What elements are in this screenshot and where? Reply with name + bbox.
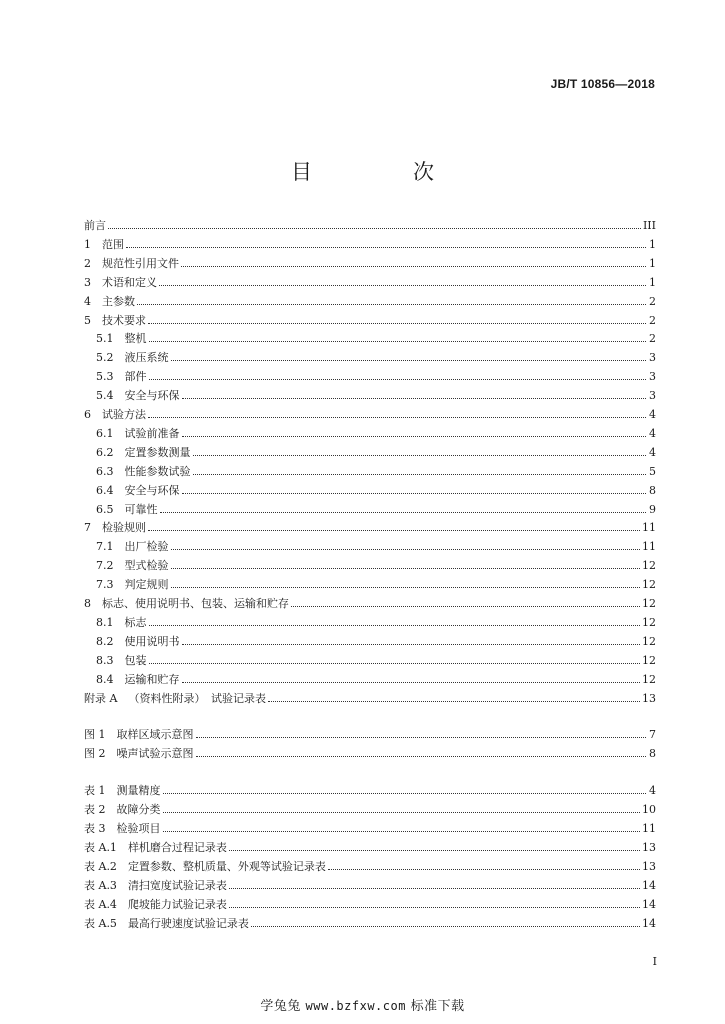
toc-entry-page: 12	[642, 597, 656, 610]
toc-entry[interactable]	[84, 836, 656, 854]
toc-entry-number: 表 A.5	[84, 916, 128, 930]
toc-entry-number: 表 3	[84, 822, 117, 835]
toc-entry-label: 最高行驶速度试验记录表	[127, 916, 249, 930]
toc-entry-page: 12	[642, 634, 656, 648]
toc-entry-page: 4	[649, 426, 656, 440]
toc-leader-dots	[182, 681, 641, 683]
toc-entry-label: 检验规则	[102, 521, 146, 535]
toc-leader-dots	[182, 492, 647, 494]
toc-entry-page: 11	[642, 540, 656, 554]
toc-entry-label: 判定规则	[124, 578, 169, 592]
toc-entry[interactable]	[84, 403, 656, 421]
toc-entry-label: 标志	[124, 615, 147, 629]
toc-entry-number: 8.1	[96, 615, 125, 629]
toc-entry[interactable]	[84, 592, 656, 610]
toc-leader-dots	[182, 397, 647, 399]
toc-entry-label: 清扫宽度试验记录表	[127, 878, 227, 892]
toc-entry-label: 主参数	[102, 294, 135, 308]
toc-leader-dots	[171, 359, 647, 361]
toc-entry-label: 性能参数试验	[124, 464, 191, 478]
toc-entry-number: 表 A.4	[84, 897, 128, 911]
toc-entry-page: 12	[642, 559, 656, 573]
toc-entry-number: 5.1	[96, 332, 125, 346]
toc-entry-label: 液压系统	[124, 351, 169, 365]
toc-entry-number: 1	[84, 237, 102, 251]
toc-entry-label: 取样区域示意图	[116, 728, 194, 742]
toc-entry-number: 8	[84, 597, 102, 610]
toc-entry-page: 2	[649, 313, 656, 327]
toc-leader-dots	[163, 792, 647, 794]
toc-entry-page: 13	[642, 691, 656, 705]
toc-entry-label: 定置参数、整机质量、外观等试验记录表	[127, 859, 326, 873]
toc-entry[interactable]	[96, 327, 656, 345]
toc-entry-number: 7.2	[96, 559, 125, 573]
toc-entry-label: 定置参数测量	[124, 445, 191, 459]
toc-entry[interactable]	[84, 723, 656, 741]
toc-entry-number: 7.1	[96, 540, 125, 554]
toc-leader-dots	[159, 284, 646, 286]
toc-entry-label: 规范性引用文件	[102, 256, 179, 270]
toc-entry[interactable]	[84, 214, 656, 232]
toc-leader-dots	[148, 322, 646, 324]
toc-entry-number: 表 2	[84, 803, 117, 817]
toc-leader-dots	[126, 246, 646, 248]
toc-entry-number: 5.3	[96, 370, 125, 384]
toc-entry-page: 14	[642, 878, 656, 892]
toc-entry-page: 13	[642, 859, 656, 873]
toc-entry-page: 14	[642, 897, 656, 911]
toc-entry-page: 3	[649, 389, 656, 403]
toc-entry-label: 安全与环保	[124, 483, 180, 497]
toc-entry[interactable]	[84, 516, 656, 534]
toc-leader-dots	[196, 755, 647, 757]
toc-entry-label: 测量精度	[116, 784, 161, 798]
toc-leader-dots	[229, 887, 640, 889]
toc-entry-number: 6.1	[96, 426, 125, 440]
toc-entry-label: 故障分类	[116, 803, 161, 817]
toc-leader-dots	[182, 643, 641, 645]
toc-entry-label: 出厂检验	[124, 540, 169, 554]
toc-entry[interactable]	[96, 460, 656, 478]
toc-entry[interactable]	[84, 233, 656, 251]
toc-leader-dots	[148, 416, 646, 418]
toc-entry-page: 11	[642, 521, 656, 535]
toc-entry-page: 7	[649, 728, 656, 742]
toc-entry-label: 整机	[124, 332, 147, 346]
footer-watermark	[0, 995, 725, 1014]
toc-entry-label: 试验前准备	[124, 426, 180, 440]
toc-entry-page: 2	[649, 294, 656, 308]
toc-entry[interactable]	[96, 611, 656, 629]
toc-entry-page: 11	[642, 822, 656, 835]
toc-entry[interactable]	[84, 893, 656, 911]
toc-entry-page: 2	[649, 332, 656, 346]
toc-leader-dots	[163, 811, 641, 813]
toc-entry-page: 5	[649, 464, 656, 478]
toc-entry-label: 术语和定义	[102, 275, 157, 289]
toc-entry[interactable]	[96, 573, 656, 591]
toc-leader-dots	[171, 586, 641, 588]
toc-entry-number: 7.3	[96, 578, 125, 592]
toc-entry[interactable]	[84, 817, 656, 835]
toc-entry[interactable]	[84, 271, 656, 289]
toc-entry[interactable]	[96, 479, 656, 497]
toc-entry-page: 4	[649, 408, 656, 421]
toc-entry-label: 包装	[124, 653, 147, 667]
toc-entry-page: 14	[642, 916, 656, 930]
footer-slogan: 标准下载	[410, 999, 465, 1014]
toc-entry[interactable]	[96, 346, 656, 364]
toc-entry-label: 型式检验	[124, 559, 169, 573]
toc-entry-number: 5.2	[96, 351, 125, 365]
toc-entry-number: 表 1	[84, 784, 117, 798]
toc-entry-label: 安全与环保	[124, 389, 180, 403]
toc-entry-number: 6	[84, 408, 102, 421]
toc-entry-page: 12	[642, 672, 656, 686]
toc-entry[interactable]	[96, 365, 656, 383]
toc-entry-page: 4	[649, 445, 656, 459]
toc-entry-label: 爬坡能力试验记录表	[127, 897, 227, 911]
toc-entry-page: 12	[642, 653, 656, 667]
toc-entry-number: 图 1	[84, 728, 117, 742]
toc-entry-number: 3	[84, 275, 102, 289]
toc-leader-dots	[171, 548, 641, 550]
toc-entry-label: 标志、使用说明书、包装、运输和贮存	[102, 597, 289, 610]
toc-leader-dots	[193, 473, 647, 475]
toc-leader-dots	[196, 736, 647, 738]
toc-entry-number: 表 A.3	[84, 878, 128, 892]
toc-entry-label: 前言	[84, 219, 106, 232]
toc-entry-page: 1	[649, 237, 656, 251]
toc-entry[interactable]	[84, 874, 656, 892]
toc-entry-page: 1	[649, 275, 656, 289]
toc-entry-number: 8.3	[96, 653, 125, 667]
toc-entry-label: 样机磨合过程记录表	[127, 840, 227, 854]
toc-entry[interactable]	[96, 668, 656, 686]
toc-leader-dots	[171, 567, 641, 569]
toc-entry-number: 6.5	[96, 502, 125, 516]
toc-leader-dots	[229, 849, 640, 851]
toc-entry-number: 7	[84, 521, 102, 535]
toc-entry-page: 8	[649, 483, 656, 497]
toc-leader-dots	[193, 454, 647, 456]
page-number: I	[652, 955, 657, 968]
toc-entry-page: III	[642, 219, 656, 232]
toc-leader-dots	[149, 340, 647, 342]
toc-entry[interactable]	[84, 798, 656, 816]
toc-entry[interactable]	[84, 252, 656, 270]
toc-entry-page: 3	[649, 370, 656, 384]
toc-entry-number: 2	[84, 256, 102, 270]
toc-entry-number: 6.3	[96, 464, 125, 478]
toc-entry[interactable]	[84, 309, 656, 327]
toc-entry-page: 12	[642, 578, 656, 592]
toc-leader-dots	[149, 662, 641, 664]
toc-entry-number: 6.2	[96, 445, 125, 459]
toc-entry[interactable]	[96, 554, 656, 572]
toc-entry-page: 8	[649, 747, 656, 761]
toc-entry[interactable]	[84, 742, 656, 760]
toc-entry-page: 1	[649, 256, 656, 270]
toc-entry-label: 运输和贮存	[124, 672, 180, 686]
toc-entry-label: 技术要求	[102, 313, 146, 327]
toc-leader-dots	[148, 529, 640, 531]
toc-entry-page: 13	[642, 840, 656, 854]
toc-entry-number: 8.4	[96, 672, 125, 686]
toc-entry-number: 图 2	[84, 747, 117, 761]
toc-entry-page: 12	[642, 615, 656, 629]
standard-code: JB/T 10856—2018	[550, 77, 655, 91]
toc-entry-number: 8.2	[96, 634, 125, 648]
toc-leader-dots	[229, 906, 640, 908]
toc-entry[interactable]	[84, 687, 656, 705]
footer-site-name: 学兔兔	[260, 999, 301, 1014]
toc-entry[interactable]	[96, 535, 656, 553]
toc-entry-label: （资料性附录） 试验记录表	[128, 691, 266, 705]
toc-entry-page: 4	[649, 784, 656, 798]
toc-leader-dots	[328, 868, 640, 870]
toc-leader-dots	[182, 435, 647, 437]
toc-entry-label: 噪声试验示意图	[116, 747, 194, 761]
toc-leader-dots	[149, 624, 641, 626]
toc-entry-label: 试验方法	[102, 408, 146, 421]
toc-leader-dots	[251, 925, 640, 927]
toc-leader-dots	[181, 265, 646, 267]
toc-entry[interactable]	[96, 498, 656, 516]
toc-entry[interactable]	[84, 779, 656, 797]
toc-entry-number: 附录 A	[84, 691, 129, 705]
toc-entry[interactable]	[84, 912, 656, 930]
toc-leader-dots	[163, 830, 641, 832]
toc-entry-number: 表 A.2	[84, 859, 128, 873]
toc-leader-dots	[291, 605, 640, 607]
toc-entry-label: 部件	[124, 370, 147, 384]
toc-leader-dots	[149, 378, 647, 380]
toc-entry-label: 范围	[102, 237, 124, 251]
toc-entry[interactable]	[84, 290, 656, 308]
toc-entry-page: 9	[649, 502, 656, 516]
toc-leader-dots	[108, 227, 641, 229]
toc-entry-page: 10	[642, 803, 656, 817]
page-title: 目 次	[291, 160, 474, 184]
toc-entry-number: 4	[84, 294, 102, 308]
toc-entry-page: 3	[649, 351, 656, 365]
toc-entry-number: 表 A.1	[84, 840, 128, 854]
toc-entry-number: 5	[84, 313, 102, 327]
toc-entry-number: 5.4	[96, 389, 125, 403]
toc-leader-dots	[268, 700, 640, 702]
toc-entry[interactable]	[96, 649, 656, 667]
footer-url[interactable]: www.bzfxw.com	[305, 999, 406, 1013]
toc-entry-label: 使用说明书	[124, 634, 180, 648]
toc-entry-label: 检验项目	[116, 822, 161, 835]
toc-entry-label: 可靠性	[124, 502, 158, 516]
toc-entry[interactable]	[96, 441, 656, 459]
toc-entry-number: 6.4	[96, 483, 125, 497]
toc-entry[interactable]	[84, 855, 656, 873]
toc-leader-dots	[137, 303, 646, 305]
toc-entry[interactable]	[96, 422, 656, 440]
toc-entry[interactable]	[96, 384, 656, 402]
toc-leader-dots	[160, 511, 647, 513]
toc-entry[interactable]	[96, 630, 656, 648]
